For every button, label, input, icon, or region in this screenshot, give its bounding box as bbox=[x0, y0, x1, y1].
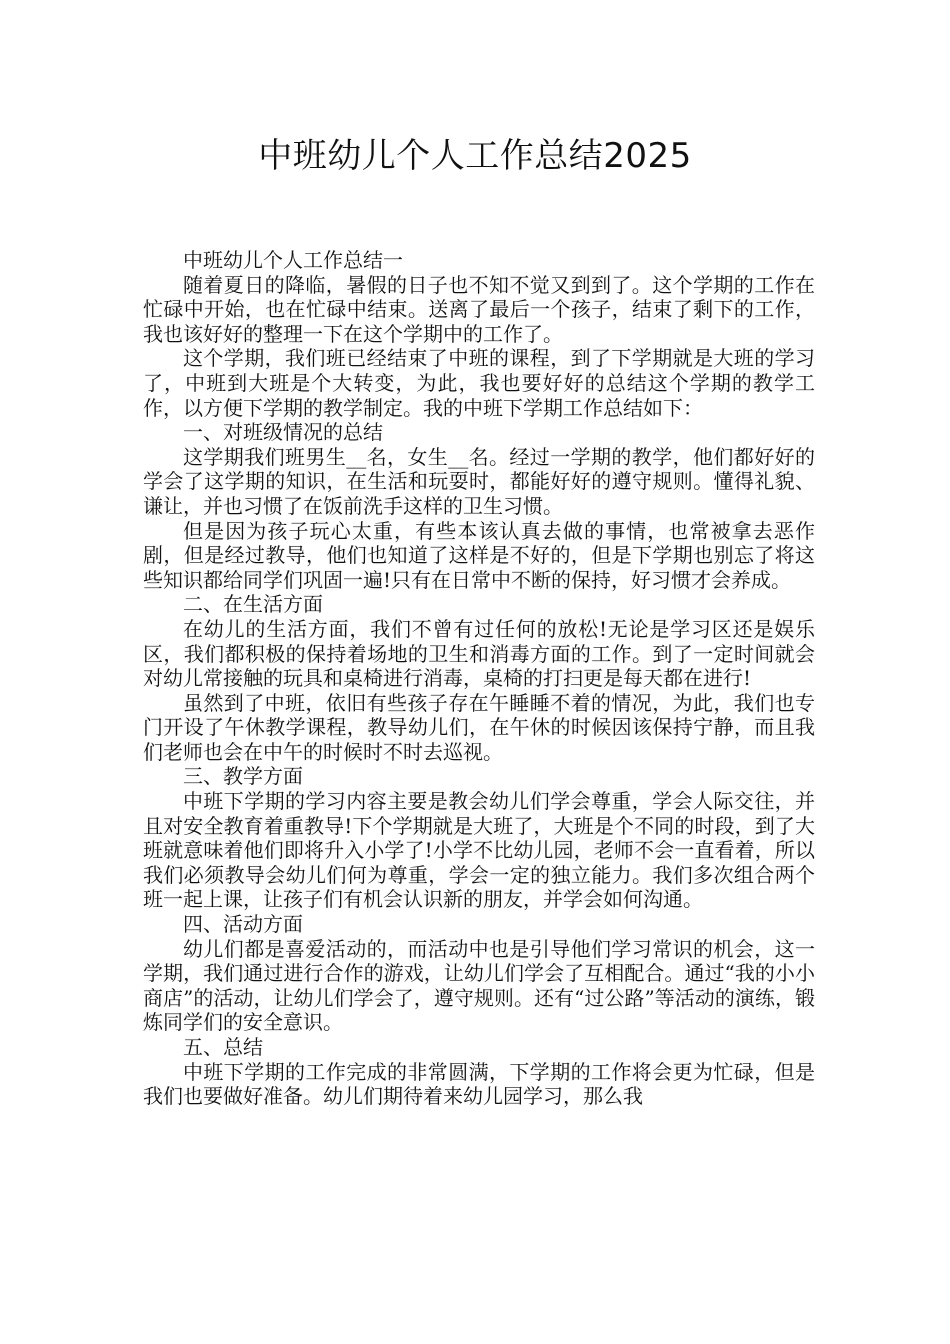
section-heading: 三、教学方面 bbox=[183, 764, 303, 789]
body-paragraph: 在幼儿的生活方面，我们不曾有过任何的放松!无论是学习区还是娱乐区，我们都积极的保持着场地的卫生和消毒方面的工作。到了一定时间就会对幼儿常接触的玩具和桌椅进行消毒，桌椅的打扫更是每天都在进行! bbox=[143, 616, 815, 691]
document-body bbox=[143, 248, 815, 1109]
body-paragraph: 幼儿们都是喜爱活动的，而活动中也是引导他们学习常识的机会，这一学期，我们通过进行合作的游戏，让幼儿们学会了互相配合。通过“我的小小商店”的活动，让幼儿们学会了，遵守规则。还有“过公路”等活动的演练，锻炼同学们的安全意识。 bbox=[143, 936, 815, 1035]
document-title: 中班幼儿个人工作总结2025 bbox=[258, 136, 692, 176]
body-paragraph: 这个学期，我们班已经结束了中班的课程，到了下学期就是大班的学习了，中班到大班是个大转变，为此，我也要好好的总结这个学期的教学工作，以方便下学期的教学制定。我的中班下学期工作总结如下： bbox=[143, 346, 815, 420]
section-heading: 二、在生活方面 bbox=[183, 592, 323, 617]
body-paragraph: 随着夏日的降临，暑假的日子也不知不觉又到到了。这个学期的工作在忙碌中开始，也在忙碌中结束。送离了最后一个孩子，结束了剩下的工作，我也该好好的整理一下在这个学期中的工作了。 bbox=[143, 272, 815, 346]
section-subtitle: 中班幼儿个人工作总结一 bbox=[183, 248, 403, 272]
body-paragraph: 虽然到了中班，依旧有些孩子存在午睡睡不着的情况，为此，我们也专门开设了午休教学课程，教导幼儿们，在午休的时候因该保持宁静，而且我们老师也会在中午的时候时不时去巡视。 bbox=[143, 690, 815, 764]
section-heading: 五、总结 bbox=[183, 1035, 263, 1059]
body-paragraph: 中班下学期的工作完成的非常圆满，下学期的工作将会更为忙碌，但是我们也要做好准备。幼儿们期待着来幼儿园学习，那么我 bbox=[143, 1059, 815, 1109]
body-paragraph: 中班下学期的学习内容主要是教会幼儿们学会尊重，学会人际交往，并且对安全教育着重教导!下个学期就是大班了，大班是个不同的时段，到了大班就意味着他们即将升入小学了!小学不比幼儿园，老师不会一直看着，所以我们必须教导会幼儿们何为尊重，学会一定的独立能力。我们多次组合两个班一起上课，让孩子们有机会认识新的朋友，并学会如何沟通。 bbox=[143, 789, 815, 912]
section-heading: 一、对班级情况的总结 bbox=[183, 420, 383, 445]
body-paragraph: 但是因为孩子玩心太重，有些本该认真去做的事情，也常被拿去恶作剧，但是经过教导，他们也知道了这样是不好的，但是下学期也别忘了将这些知识都给同学们巩固一遍!只有在日常中不断的保持，好习惯才会养成。 bbox=[143, 518, 815, 592]
body-paragraph: 这学期我们班男生__名，女生__名。经过一学期的教学，他们都好好的学会了这学期的知识，在生活和玩耍时，都能好好的遵守规则。懂得礼貌、谦让，并也习惯了在饭前洗手这样的卫生习惯。 bbox=[143, 444, 815, 518]
section-heading: 四、活动方面 bbox=[183, 912, 303, 937]
